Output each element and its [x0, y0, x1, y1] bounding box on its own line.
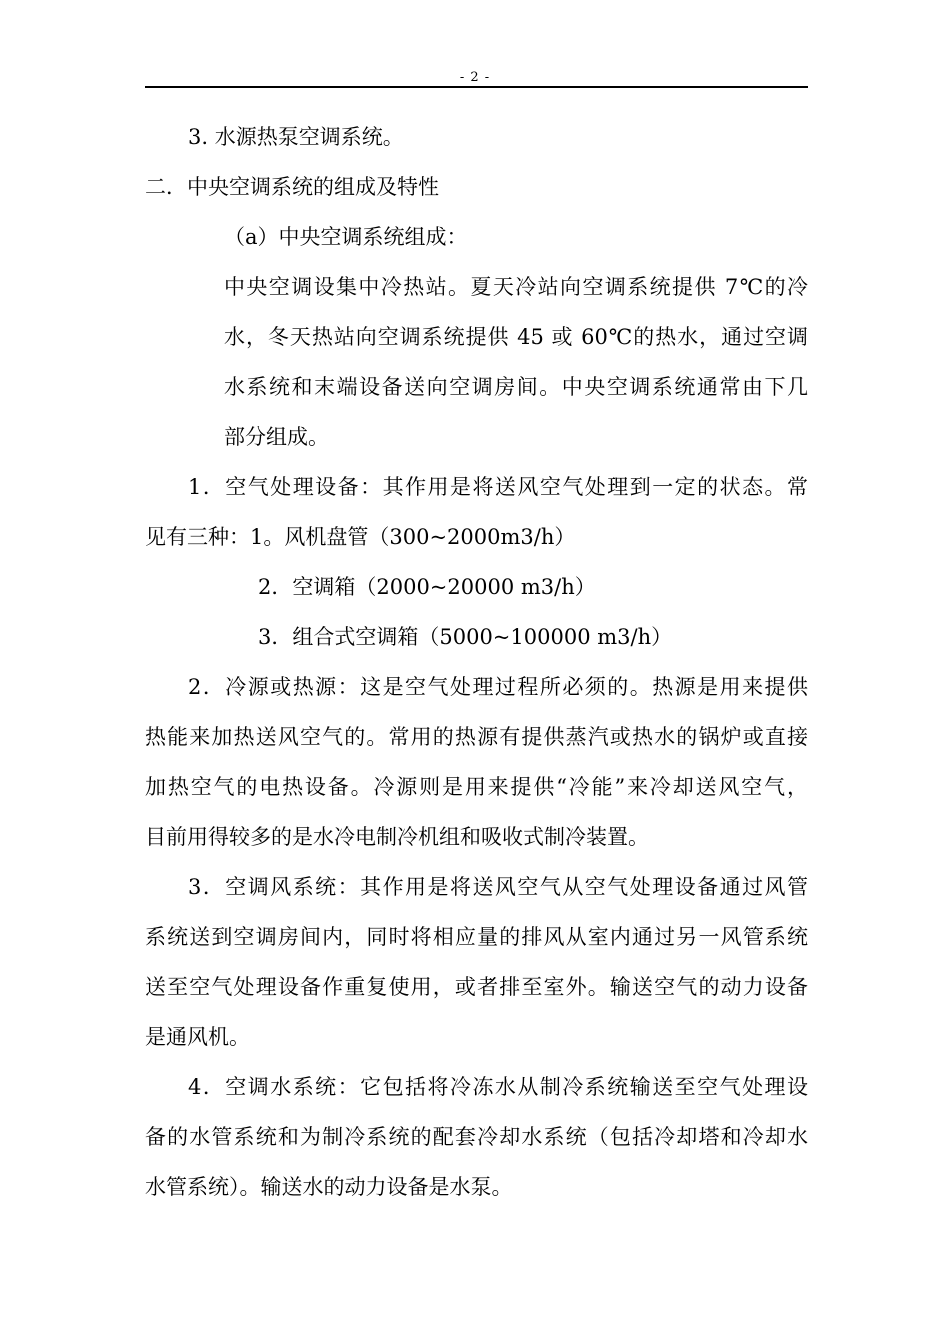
paragraph-line: 水管系统）。输送水的动力设备是水泵。 — [145, 1175, 513, 1199]
list-item: 3．组合式空调箱（5000~100000 m3/h） — [258, 625, 673, 649]
paragraph-line: 热能来加热送风空气的。常用的热源有提供蒸汽或热水的锅炉或直接 — [145, 725, 808, 749]
list-item-water-source-heat-pump: 3. 水源热泵空调系统。 — [188, 125, 404, 149]
section-heading: 二．中央空调系统的组成及特性 — [145, 175, 439, 199]
paragraph-line: 部分组成。 — [224, 425, 329, 449]
paragraph-line: 水系统和末端设备送向空调房间。中央空调系统通常由下几 — [224, 375, 808, 399]
paragraph-line: 送至空气处理设备作重复使用，或者排至室外。输送空气的动力设备 — [145, 975, 808, 999]
paragraph-line: 中央空调设集中冷热站。夏天冷站向空调系统提供 7℃的冷 — [224, 275, 808, 299]
list-item: 2．空调箱（2000~20000 m3/h） — [258, 575, 596, 599]
paragraph-line: 系统送到空调房间内，同时将相应量的排风从室内通过另一风管系统 — [145, 925, 808, 949]
paragraph-line: 4．空调水系统：它包括将冷冻水从制冷系统输送至空气处理设 — [188, 1075, 808, 1099]
subsection-heading: （a）中央空调系统组成： — [224, 225, 468, 249]
paragraph-line: 加热空气的电热设备。冷源则是用来提供“冷能”来冷却送风空气， — [145, 775, 808, 799]
paragraph-line: 目前用得较多的是水冷电制冷机组和吸收式制冷装置。 — [145, 825, 649, 849]
paragraph-line: 是通风机。 — [145, 1025, 250, 1049]
paragraph-line: 3．空调风系统：其作用是将送风空气从空气处理设备通过风管 — [188, 875, 808, 899]
header-rule — [145, 86, 808, 88]
paragraph-line: 备的水管系统和为制冷系统的配套冷却水系统（包括冷却塔和冷却水 — [145, 1125, 808, 1149]
paragraph-line: 2．冷源或热源：这是空气处理过程所必须的。热源是用来提供 — [188, 675, 808, 699]
paragraph-line: 水，冬天热站向空调系统提供 45 或 60℃的热水，通过空调 — [224, 325, 808, 349]
page-number: - 2 - — [459, 70, 491, 85]
paragraph-line: 1．空气处理设备：其作用是将送风空气处理到一定的状态。常 — [188, 475, 808, 499]
paragraph-line: 见有三种：1。风机盘管（300~2000m3/h） — [145, 525, 576, 549]
